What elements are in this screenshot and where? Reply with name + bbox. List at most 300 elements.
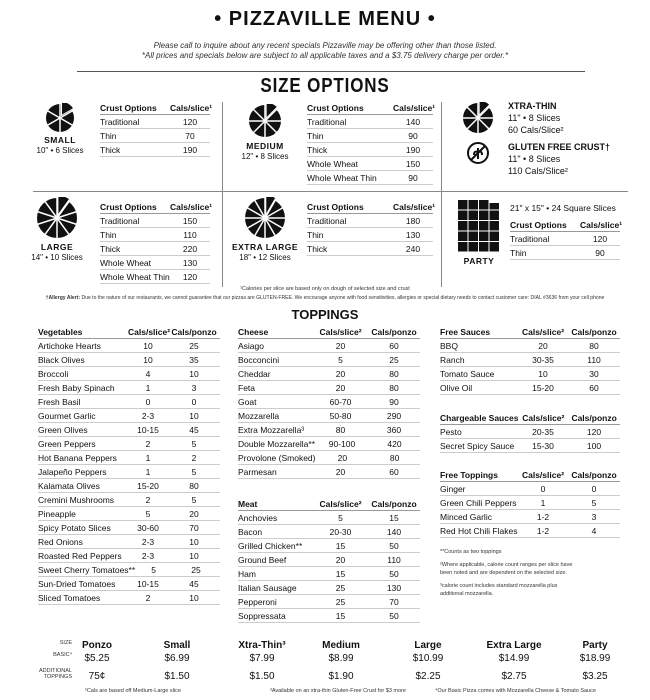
cheese-table	[238, 325, 420, 479]
table-row	[238, 437, 420, 451]
table-row	[440, 353, 620, 367]
table-row	[307, 242, 433, 256]
medium-pizza-icon	[248, 104, 282, 138]
table-row	[38, 465, 220, 479]
party-slice	[479, 200, 489, 210]
calorie-value: 5	[338, 354, 343, 365]
calorie-value: 50	[389, 540, 399, 551]
calorie-value: 20	[335, 368, 346, 379]
item-name: Mozzarella	[238, 410, 280, 421]
calorie-value: 20	[335, 340, 346, 351]
item-name: Green Peppers	[38, 438, 96, 449]
topping-price: $3.25	[582, 671, 608, 682]
calorie-value: 25	[191, 564, 201, 575]
calorie-value: 45	[189, 424, 199, 435]
calorie-value: 15-30	[532, 440, 554, 451]
item-name: Thin	[307, 130, 324, 141]
table-row	[238, 423, 420, 437]
small-desc: 10" • 6 Slices	[36, 146, 84, 155]
calorie-value: 50	[389, 568, 399, 579]
item-name: Asiago	[238, 340, 264, 351]
column-header: Free Toppings	[440, 469, 498, 480]
table-header	[100, 101, 213, 115]
party-pizza-icon	[458, 200, 500, 252]
calorie-value: 360	[386, 424, 402, 435]
table-row	[238, 367, 420, 381]
column-header: Cals/ponzo	[371, 326, 417, 337]
party-label: PARTY	[463, 256, 495, 266]
table-row	[38, 535, 220, 549]
item-name: Extra Mozzarella³	[238, 424, 305, 435]
table-row	[440, 524, 620, 538]
price-size-name: Large	[414, 640, 442, 651]
table-header	[510, 218, 623, 232]
xtra-thin-pizza-icon	[462, 102, 494, 134]
table-row	[440, 339, 620, 353]
table-header	[440, 468, 620, 482]
calorie-value: 1	[145, 466, 151, 477]
column-header: Cals/slice²	[521, 326, 565, 337]
item-name: Whole Wheat Thin	[100, 271, 170, 282]
price-size-name: Extra Large	[486, 640, 542, 651]
item-name: Soppressata	[238, 610, 286, 621]
item-name: Bacon	[238, 526, 263, 537]
item-name: Gourmet Garlic	[38, 410, 96, 421]
calorie-value: 130	[182, 257, 198, 268]
calorie-value: 10	[538, 368, 548, 379]
table-row	[238, 409, 420, 423]
extra-large-label: EXTRA LARGE	[231, 242, 299, 252]
calorie-value: 80	[589, 340, 599, 351]
calorie-value: 140	[386, 526, 402, 537]
item-name: Double Mozzarella**	[238, 438, 316, 449]
table-row	[100, 129, 210, 143]
gluten-free-cals: 110 Cals/Slice²	[508, 166, 568, 176]
calorie-value: 35	[189, 354, 199, 365]
table-row	[38, 493, 220, 507]
table-row	[38, 479, 220, 493]
party-slice	[458, 232, 468, 242]
table-header	[238, 325, 420, 339]
party-slice	[479, 211, 489, 221]
calorie-value: 10	[189, 536, 199, 547]
column-header: Free Sauces	[440, 326, 491, 337]
table-row	[238, 395, 420, 409]
price-size-name: Ponzo	[82, 640, 112, 651]
table-row	[38, 591, 220, 605]
item-name: Cheddar	[238, 368, 271, 379]
topping-price: $1.50	[249, 671, 275, 682]
calorie-value: 80	[389, 382, 399, 393]
calorie-value: 70	[185, 130, 195, 141]
table-header	[100, 200, 213, 214]
calorie-value: 4	[145, 368, 151, 379]
item-name: Traditional	[100, 215, 140, 226]
size-label: SIZE	[59, 640, 72, 646]
calorie-value: 190	[405, 144, 421, 155]
table-row	[307, 157, 433, 171]
party-slice	[490, 242, 500, 252]
item-name: Thick	[100, 243, 121, 254]
party-slice	[479, 221, 489, 231]
topping-price: $2.75	[501, 671, 527, 682]
table-row	[238, 339, 420, 353]
table-row	[510, 232, 620, 246]
column-header: Crust Options	[307, 102, 364, 113]
item-name: Thin	[510, 247, 527, 258]
item-name: Parmesan	[238, 466, 277, 477]
calorie-value: 80	[189, 480, 199, 491]
item-name: Anchovies	[238, 512, 278, 523]
item-name: Tomato Sauce	[440, 368, 495, 379]
calorie-value: 10	[143, 354, 153, 365]
allergy-alert	[44, 295, 605, 301]
price-note-1: ²Cals are based off Medium-Large slice	[85, 688, 181, 694]
calorie-value: 130	[405, 229, 421, 240]
calorie-value: 2-3	[141, 536, 155, 547]
calories-footnote: ¹Calories per slice are based only on dough of selected size and crust	[240, 286, 410, 292]
medium-desc: 12" • 8 Slices	[241, 152, 289, 161]
party-slice	[458, 211, 468, 221]
calorie-value: 80	[389, 368, 399, 379]
item-name: Kalamata Olives	[38, 480, 100, 491]
gluten-free-desc: 11" • 8 Slices	[508, 154, 561, 164]
table-row	[440, 496, 620, 510]
item-name: Broccoli	[38, 368, 69, 379]
calorie-value: 2-3	[141, 410, 155, 421]
calorie-value: 10-15	[137, 424, 159, 435]
item-name: Fresh Basil	[38, 396, 81, 407]
range-note: ²Where applicable, calorie count ranges per slice have been noted and are dependent on the selected size.	[440, 562, 573, 576]
item-name: Artichoke Hearts	[38, 340, 101, 351]
calorie-value: 4	[591, 525, 597, 536]
calorie-value: 0	[591, 483, 597, 494]
item-name: Ginger	[440, 483, 466, 494]
item-name: Cremini Mushrooms	[38, 494, 115, 505]
calorie-value: 20	[189, 508, 199, 519]
divider	[33, 191, 628, 192]
calorie-value: 1	[145, 452, 151, 463]
item-name: Pesto	[440, 426, 462, 437]
item-name: Italian Sausage	[238, 582, 297, 593]
table-row	[38, 437, 220, 451]
topping-price: $1.50	[164, 671, 190, 682]
gluten-free-icon	[466, 141, 490, 165]
item-name: Pepperoni	[238, 596, 277, 607]
table-row	[307, 143, 433, 157]
column-header: Cals/slice²	[521, 469, 565, 480]
column-header: Cals/slice¹	[580, 219, 623, 230]
calorie-value: 1-2	[536, 525, 550, 536]
calorie-value: 10	[143, 340, 153, 351]
calorie-value: 120	[592, 233, 608, 244]
column-header: Cals/slice²	[128, 326, 171, 337]
table-row	[100, 228, 210, 242]
item-name: Green Olives	[38, 424, 88, 435]
column-header: Cals/slice¹	[393, 102, 436, 113]
item-name: Feta	[238, 382, 256, 393]
item-name: Sliced Tomatoes	[38, 592, 101, 603]
calorie-value: 70	[189, 522, 199, 533]
basic-price: $7.99	[249, 653, 275, 664]
calorie-value: 20	[337, 452, 348, 463]
extra-large-pizza-icon	[244, 197, 286, 239]
party-slice	[490, 221, 500, 231]
calorie-value: 2-3	[141, 550, 155, 561]
calorie-value: 80	[335, 424, 346, 435]
topping-price: 75¢	[88, 671, 106, 682]
calorie-value: 110	[587, 354, 601, 365]
item-name: Jalapeño Peppers	[38, 466, 107, 477]
column-header: Cals/ponzo	[571, 469, 617, 480]
item-name: Red Onions	[38, 536, 83, 547]
large-desc: 14" • 10 Slices	[31, 253, 83, 262]
basic-label: BASIC⁴	[53, 652, 72, 658]
calorie-value: 2	[145, 494, 151, 505]
calorie-value: 150	[405, 158, 421, 169]
column-header: Vegetables	[38, 326, 83, 337]
calorie-value: 220	[182, 243, 198, 254]
calorie-value: 2	[145, 438, 151, 449]
divider	[222, 102, 223, 287]
party-slice	[458, 200, 468, 210]
calorie-value: 180	[405, 215, 421, 226]
table-row	[307, 228, 433, 242]
column-header: Crust Options	[100, 102, 157, 113]
item-name: Traditional	[510, 233, 550, 244]
extra-large-crust-table	[307, 200, 436, 256]
party-slice	[490, 203, 500, 210]
column-header: Cals/ponzo	[371, 498, 417, 509]
table-row	[307, 115, 433, 129]
page-title: • PIZZAVILLE MENU •	[214, 8, 436, 30]
item-name: Green Chili Peppers	[440, 497, 517, 508]
table-row	[440, 482, 620, 496]
table-row	[100, 270, 210, 284]
medium-crust-table	[307, 101, 436, 185]
calorie-value: 30	[589, 368, 599, 379]
calorie-value: 90	[389, 396, 399, 407]
column-header: Meat	[238, 498, 258, 509]
calorie-value: 60	[389, 466, 399, 477]
table-row	[440, 510, 620, 524]
table-row	[100, 115, 210, 129]
table-row	[38, 507, 220, 521]
calorie-value: 120	[182, 116, 198, 127]
table-row	[38, 353, 220, 367]
party-slice	[479, 242, 489, 252]
calorie-value: 60-70	[329, 396, 352, 407]
calorie-value: 3	[191, 382, 197, 393]
price-size-name: Small	[163, 640, 191, 651]
calorie-value: 120	[182, 271, 198, 282]
column-header: Chargeable Sauces	[440, 412, 519, 423]
basic-price: $14.99	[498, 653, 530, 664]
calorie-value: 20	[335, 554, 346, 565]
item-name: Roasted Red Peppers	[38, 550, 122, 561]
table-row	[38, 409, 220, 423]
table-row	[238, 567, 420, 581]
item-name: Olive Oil	[440, 382, 473, 393]
item-name: Fresh Baby Spinach	[38, 382, 115, 393]
calorie-value: 90	[408, 130, 418, 141]
item-name: Hot Banana Peppers	[38, 452, 117, 463]
item-name: Pineapple	[38, 508, 76, 519]
mozzarella-note: ³calorie count includes standard mozzarella plus additional mozzarella.	[440, 583, 558, 597]
calorie-value: 25	[335, 596, 346, 607]
party-desc: 21" x 15" • 24 Square Slices	[510, 203, 616, 213]
table-row	[100, 256, 210, 270]
table-row	[238, 465, 420, 479]
table-header	[307, 101, 436, 115]
item-name: Spicy Potato Slices	[38, 522, 111, 533]
allergy-label: †Allergy Alert:	[45, 295, 81, 301]
extra-large-desc: 18" • 12 Slices	[239, 253, 291, 262]
calorie-value: 190	[182, 144, 198, 155]
calorie-value: 130	[386, 582, 402, 593]
item-name: Thick	[307, 144, 328, 155]
column-header: Cals/slice²	[319, 326, 362, 337]
calorie-value: 150	[182, 215, 198, 226]
calorie-value: 5	[191, 494, 197, 505]
calorie-value: 25	[189, 340, 199, 351]
item-name: Grilled Chicken**	[238, 540, 303, 551]
table-row	[440, 439, 620, 453]
table-header	[38, 325, 220, 339]
calorie-value: 15-20	[137, 480, 159, 491]
item-name: Whole Wheat	[307, 158, 359, 169]
calorie-value: 90	[408, 172, 418, 183]
item-name: Ham	[238, 568, 256, 579]
calorie-value: 290	[386, 410, 402, 421]
calorie-value: 2	[145, 592, 151, 603]
table-row	[38, 423, 220, 437]
price-size-name: Party	[582, 640, 608, 651]
item-name: Red Hot Chili Flakes	[440, 525, 518, 536]
divider	[77, 71, 585, 72]
calorie-value: 5	[191, 438, 197, 449]
table-row	[307, 171, 433, 185]
party-slice	[479, 232, 489, 242]
calorie-value: 30-35	[532, 354, 554, 365]
calorie-value: 60	[389, 340, 399, 351]
table-header	[440, 411, 620, 425]
table-row	[307, 129, 433, 143]
free-sauces-table	[440, 325, 620, 395]
party-slice	[469, 232, 479, 242]
table-row	[38, 577, 220, 591]
table-row	[38, 451, 220, 465]
table-header	[307, 200, 436, 214]
vegetables-table	[38, 325, 220, 605]
table-row	[238, 511, 420, 525]
column-header: Crust Options	[100, 201, 157, 212]
calorie-value: 3	[591, 511, 597, 522]
column-header: Cals/slice¹	[170, 102, 213, 113]
calorie-value: 50	[389, 610, 399, 621]
topping-price: $2.25	[415, 671, 441, 682]
table-row	[238, 609, 420, 623]
table-row	[38, 549, 220, 563]
table-row	[440, 367, 620, 381]
calorie-value: 5	[151, 564, 156, 575]
calorie-value: 80	[389, 452, 400, 463]
table-row	[238, 539, 420, 553]
calorie-value: 25	[335, 582, 346, 593]
item-name: Sun-Dried Tomatoes	[38, 578, 116, 589]
price-note-3: ⁴Our Basic Pizza comes with Mozzarella Cheese & Tomato Sauce	[435, 688, 596, 694]
column-header: Cals/slice²	[522, 412, 565, 423]
party-crust-table	[510, 218, 623, 260]
basic-price: $8.99	[328, 653, 354, 664]
basic-price: $18.99	[579, 653, 611, 664]
party-slice	[490, 211, 500, 221]
calorie-value: 15	[389, 512, 399, 523]
column-header: Cals/ponzo	[571, 412, 617, 423]
calorie-value: 0	[145, 396, 151, 407]
toppings-title: TOPPINGS	[291, 307, 359, 322]
calorie-value: 90	[595, 247, 605, 258]
table-header	[238, 497, 420, 511]
calorie-value: 70	[389, 596, 399, 607]
item-name: Thick	[307, 243, 328, 254]
table-row	[100, 242, 210, 256]
tax-note: *All prices and specials below are subject to all applicable taxes and a $3.75 delivery charge per order.*	[141, 51, 509, 60]
calorie-value: 240	[405, 243, 421, 254]
table-row	[238, 451, 420, 465]
xtra-thin-cals: 60 Cals/Slice²	[508, 125, 564, 135]
table-header	[440, 325, 620, 339]
calorie-value: 110	[183, 229, 197, 240]
calorie-value: 20	[335, 382, 346, 393]
calorie-value: 1	[540, 497, 546, 508]
column-header: Cals/slice¹	[393, 201, 436, 212]
xtra-thin-desc: 11" • 8 Slices	[508, 113, 561, 123]
column-header: Cals/ponzo	[171, 326, 217, 337]
table-row	[100, 143, 210, 157]
calorie-value: 100	[586, 440, 602, 451]
item-name: Thick	[100, 144, 121, 155]
basic-price: $10.99	[412, 653, 444, 664]
table-row	[238, 381, 420, 395]
large-label: LARGE	[40, 242, 74, 252]
calorie-value: 110	[387, 554, 401, 565]
calorie-value: 420	[387, 438, 402, 449]
table-row	[510, 246, 620, 260]
allergy-text: Due to the nature of our restaurants, we cannot guarantee that our pizzas are GLUTEN-FREE. We encourage anyone with food sensitivities, allergies or special dietary needs to contact customer care: DIAL #3636 from your cell phone	[81, 295, 605, 301]
calorie-value: 15-20	[532, 382, 554, 393]
item-name: Thin	[307, 229, 324, 240]
table-row	[38, 367, 220, 381]
party-slice	[490, 232, 500, 242]
calorie-value: 10-15	[137, 578, 159, 589]
table-row	[440, 425, 620, 439]
free-toppings-table	[440, 468, 620, 538]
calorie-value: 5	[191, 466, 197, 477]
calorie-value: 60	[589, 382, 599, 393]
table-row	[238, 553, 420, 567]
calorie-value: 30-60	[137, 522, 159, 533]
chargeable-sauces-table	[440, 411, 620, 453]
item-name: Traditional	[307, 215, 347, 226]
party-slice	[469, 221, 479, 231]
gluten-free-label: GLUTEN FREE CRUST†	[508, 142, 611, 152]
column-header: Cals/slice¹	[170, 201, 213, 212]
calorie-value: 20	[335, 466, 346, 477]
calorie-value: 50-80	[329, 410, 352, 421]
calorie-value: 20-30	[329, 526, 352, 537]
specials-note: Please call to inquire about any recent specials Pizzaville may be offering other than those listed.	[153, 41, 497, 50]
